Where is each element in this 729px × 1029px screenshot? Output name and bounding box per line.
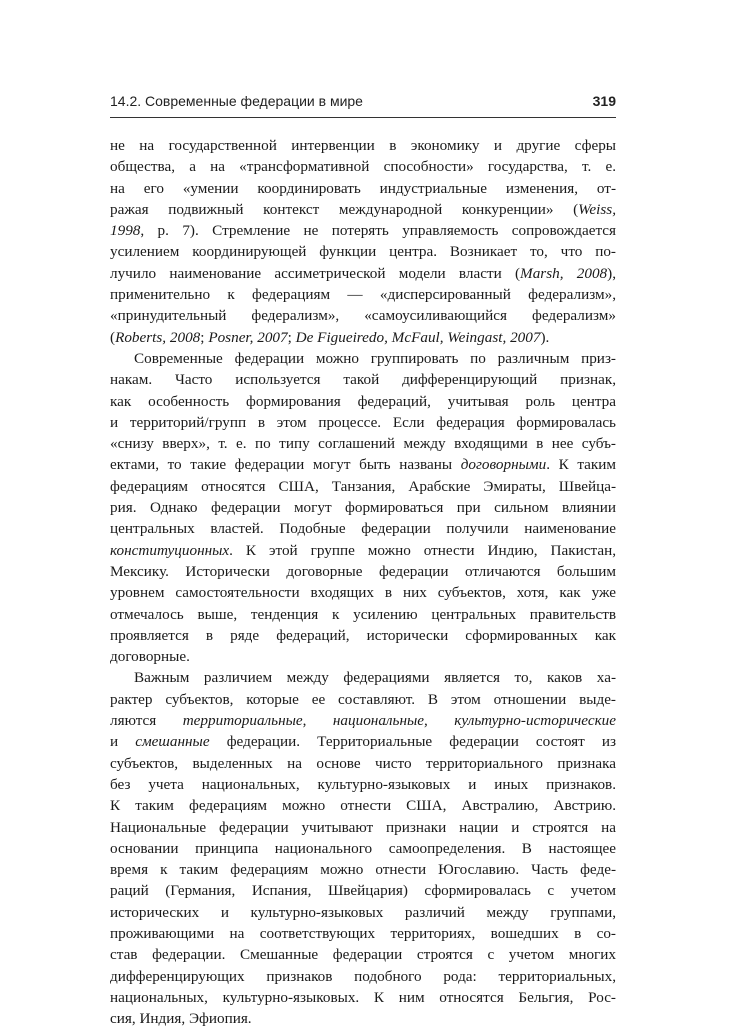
text-run: на его «умении координировать индустриальные изменения, от- [110,179,616,197]
italic-text: Marsh, 2008 [520,264,608,282]
text-line [110,880,616,901]
section-title: 14.2. Современные федерации в мире [110,93,363,109]
italic-text: 1998 [110,222,141,240]
text-line [110,263,616,284]
text-run: ; [200,328,209,346]
text-line [110,646,616,667]
text-run: национальных, культурно-языковых. К ним относятся Бельгия, Рос- [110,988,616,1006]
text-run: сия, Индия, Эфиопия. [110,1010,252,1028]
text-run: усилением координирующей функции центра. Возникает то, что по- [110,243,616,261]
text-run: ), [607,264,616,282]
text-line [110,731,616,752]
text-line [110,433,616,454]
text-run: рактер субъектов, которые ее составляют. В этом отношении выде- [110,690,616,708]
text-run: Мексику. Исторически договорные федерации отличаются большим [110,562,616,580]
text-line [110,369,616,390]
text-run: став федерации. Смешанные федерации строятся с учетом многих [110,946,616,964]
text-line [110,795,616,816]
text-run: «снизу вверх», т. е. по типу соглашений между входящими в нее субъ- [110,435,616,453]
italic-text: конституционных [110,541,230,559]
italic-text: национальные [332,712,425,730]
text-run: ). [540,328,550,346]
text-line [110,667,616,688]
text-run: проживающими на соответствующих территориях, вошедших в со- [110,924,616,942]
text-line [110,582,616,603]
text-run: К таким федерациям можно отнести США, Австралию, Австрию. [110,797,616,815]
text-run: исторических и культурно-языковых различий между группами, [110,903,616,921]
italic-text: территориальные [182,712,303,730]
text-run: федерациям относятся США, Танзания, Арабские Эмираты, Швейца- [110,477,616,495]
text-run: Современные федерации можно группировать по различным приз- [134,349,616,367]
text-run: «принудительный федерализм», «самоусиливающийся федерализм» [110,307,616,325]
text-run: уровнем самостоятельности входящих в них субъектов, хотя, как уже [110,584,616,602]
text-run: ; [287,328,296,346]
italic-text: договорными [460,456,547,474]
text-line [110,497,616,518]
body-text [110,135,616,1029]
text-line [110,518,616,539]
text-line [110,859,616,880]
text-run: ( [110,328,116,346]
text-line [110,1008,616,1029]
text-line [110,327,616,348]
text-line [110,284,616,305]
text-run: , p. 7). Стремление не потерять управляемость сопровождается [140,222,616,240]
text-line [110,412,616,433]
text-run: субъектов, выделенных на основе чисто территориального признака [110,754,616,772]
italic-text: культурно-исторические [454,712,617,730]
text-run: общества, а на «трансформативной способности» государства, т. е. [110,158,616,176]
text-line [110,774,616,795]
text-line [110,199,616,220]
page-number: 319 [592,93,616,109]
text-run: без учета национальных, культурно-языковых и иных признаков. [110,775,616,793]
text-line [110,625,616,646]
italic-text: Roberts, 2008 [115,328,201,346]
text-run: Национальные федерации учитывают признаки нации и строятся на [110,818,616,836]
text-run: накам. Часто используется такой дифференцирующий признак, [110,371,616,389]
text-run: ектами, то такие федерации могут быть названы [110,456,461,474]
text-line [110,987,616,1008]
text-line [110,923,616,944]
text-run: отмечалось выше, тенденция к усилению центральных правительств [110,605,616,623]
text-line [110,966,616,987]
text-run: раций (Германия, Испания, Швейцария) сформировалась с учетом [110,882,616,900]
text-run: договорные. [110,648,190,666]
text-line [110,902,616,923]
text-line [110,710,616,731]
text-run: центральных властей. Подобные федерации получили наименование [110,520,616,538]
text-run: проявляется в ряде федераций, исторически сформированных как [110,626,616,644]
text-run: применительно к федерациям — «дисперсированный федерализм», [110,286,616,304]
text-run: как особенность формирования федераций, учитывая роль центра [110,392,616,410]
text-run: . К таким [546,456,616,474]
text-run: дифференцирующих признаков подобного рода: территориальных, [110,967,616,985]
text-run: федерации. Территориальные федерации состоят из [209,733,616,751]
text-run: основании принципа национального самоопределения. В настоящее [110,839,616,857]
text-line [110,817,616,838]
text-line [110,561,616,582]
text-line [110,753,616,774]
text-run: и территорий/групп в этом процессе. Если федерация формировалась [110,413,616,431]
text-line [110,476,616,497]
text-line [110,178,616,199]
text-run: лучило наименование ассиметрической модели власти ( [110,264,521,282]
text-line [110,604,616,625]
italic-text: Posner, 2007 [208,328,288,346]
text-line [110,156,616,177]
text-run: , [302,712,333,730]
text-line [110,220,616,241]
text-run: . К этой группе можно отнести Индию, Пакистан, [229,541,616,559]
text-line [110,241,616,262]
text-line [110,135,616,156]
text-run: Важным различием между федерациями является то, каков ха- [134,669,616,687]
italic-text: De Figueiredo, McFaul, Weingast, 2007 [295,328,541,346]
italic-text: смешанные [135,733,210,751]
text-line [110,391,616,412]
text-line [110,305,616,326]
text-run: и [110,733,136,751]
text-line [110,540,616,561]
header-rule [110,117,616,118]
text-run: не на государственной интервенции в экономику и другие сферы [110,137,616,154]
italic-text: Weiss, [578,200,616,218]
text-run: рия. Однако федерации могут формироваться при сильном влиянии [110,499,616,517]
text-line [110,348,616,369]
text-line [110,689,616,710]
text-line [110,454,616,475]
text-run: , [424,712,455,730]
text-run: ражая подвижный контекст международной конкуренции» ( [110,200,579,218]
text-line [110,838,616,859]
text-line [110,944,616,965]
text-run: время к таким федерациям можно отнести Югославию. Часть феде- [110,861,616,879]
text-run: ляются [110,712,183,730]
